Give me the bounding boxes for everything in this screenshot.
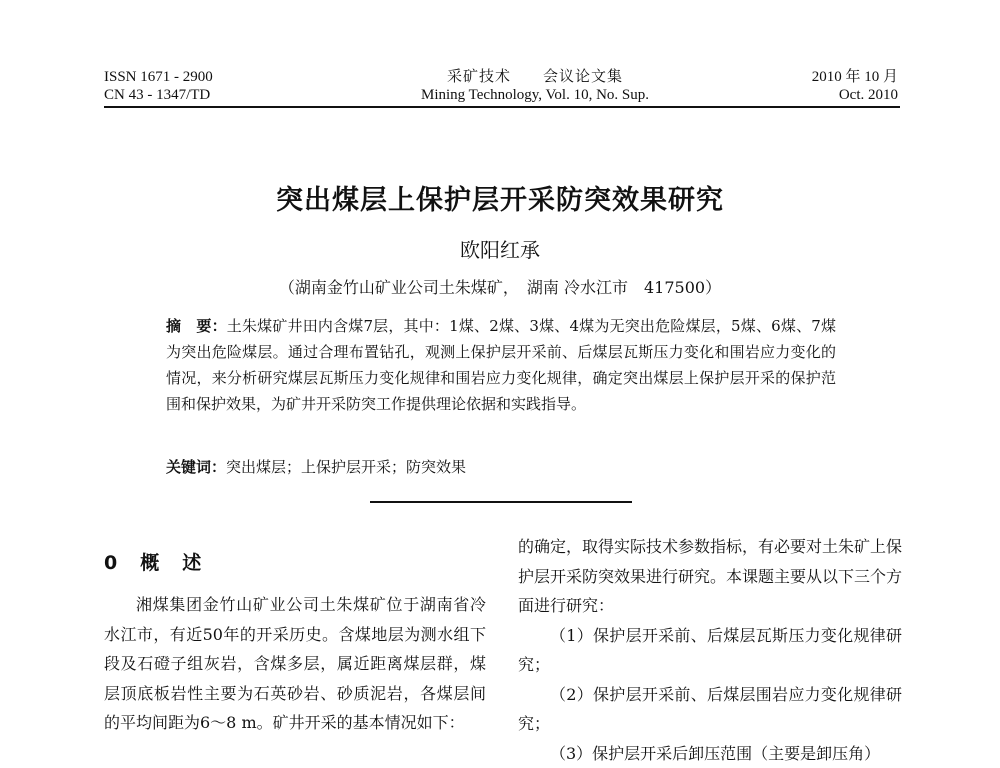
keywords-label: 关键词：: [166, 458, 226, 476]
abstract: [166, 313, 836, 417]
cn-text: CN 43 - 1347/TD: [104, 86, 213, 104]
header-rule: [104, 106, 900, 108]
research-item-2: （2）保护层开采前、后煤层围岩应力变化规律研究；: [518, 680, 902, 739]
research-item-1: （1）保护层开采前、后煤层瓦斯压力变化规律研究；: [518, 621, 902, 680]
article-author: 欧阳红承: [0, 234, 1000, 263]
header-left: [104, 68, 213, 104]
right-column: [518, 532, 902, 768]
body-paragraph-continued: 的确定，取得实际技术参数指标，有必要对土朱矿上保护层开采防突效果进行研究。本课题主要从以下三个方面进行研究：: [518, 532, 902, 621]
abstract-text: 土朱煤矿井田内含煤7层，其中：1煤、2煤、3煤、4煤为无突出危险煤层，5煤、6煤、7煤为突出危险煤层。通过合理布置钻孔，观测上保护层开采前、后煤层瓦斯压力变化和围岩应力变化的情况，来分析研究煤层瓦斯压力变化规律和围岩应力变化规律，确定突出煤层上保护层开采的保护范围和保护效果，为矿井开采防突工作提供理论依据和实践指导。: [166, 317, 836, 413]
body-paragraph: 湘煤集团金竹山矿业公司土朱煤矿位于湖南省冷水江市，有近50年的开采历史。含煤地层为测水组下段及石磴子组灰岩，含煤多层，属近距离煤层群，煤层顶底板岩性主要为石英砂岩、砂质泥岩，各煤层间的平均间距为6～8 m。矿井开采的基本情况如下：: [104, 590, 486, 738]
header-center: [390, 68, 680, 104]
date-cn: 2010 年 10 月: [740, 68, 898, 86]
author-affiliation: （湖南金竹山矿业公司土朱煤矿， 湖南 冷水江市 417500）: [0, 275, 1000, 298]
keywords: [166, 455, 836, 479]
article-title: 突出煤层上保护层开采防突效果研究: [0, 178, 1000, 217]
header-right: [740, 68, 898, 104]
issn-text: ISSN 1671 - 2900: [104, 68, 213, 86]
research-item-3: （3）保护层开采后卸压范围（主要是卸压角）: [518, 739, 902, 768]
section-title: 0 概 述: [104, 548, 203, 575]
abstract-divider: [370, 501, 632, 503]
left-column: [104, 590, 486, 738]
abstract-label: 摘 要：: [166, 317, 227, 335]
journal-name-en: Mining Technology, Vol. 10, No. Sup.: [390, 86, 680, 104]
date-en: Oct. 2010: [740, 86, 898, 104]
keywords-text: 突出煤层；上保护层开采；防突效果: [226, 458, 466, 476]
journal-name-cn: 采矿技术 会议论文集: [390, 68, 680, 86]
